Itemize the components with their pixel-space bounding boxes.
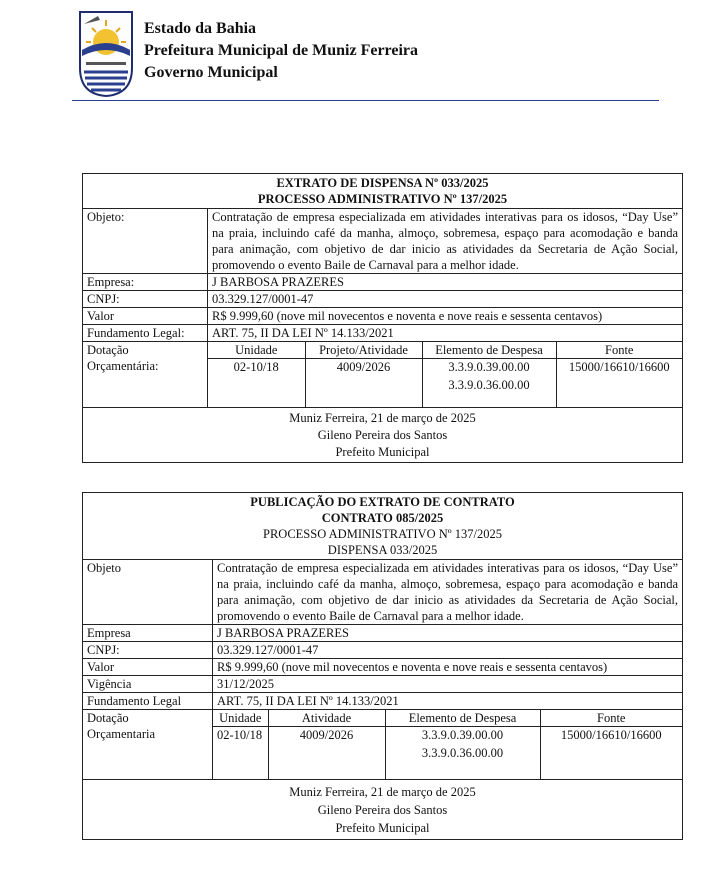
fundamento-value: ART. 75, II DA LEI Nº 14.133/2021 — [208, 325, 683, 342]
vigencia-value: 31/12/2025 — [213, 676, 683, 693]
local-data: Muniz Ferreira, 21 de março de 2025 — [289, 410, 476, 425]
unidade-value: 02-10/18 — [217, 728, 263, 742]
fonte-value: 15000/16610/16600 — [556, 359, 682, 407]
col-unidade: Unidade — [213, 710, 268, 727]
col-fonte: Fonte — [540, 710, 682, 727]
atividade-value: 4009/2026 — [268, 727, 385, 779]
contrato-processo: PROCESSO ADMINISTRATIVO Nº 137/2025 — [263, 527, 502, 541]
empresa-value: J BARBOSA PRAZERES — [213, 625, 683, 642]
col-elemento: Elemento de Despesa — [385, 710, 540, 727]
cnpj-label: CNPJ: — [83, 642, 213, 659]
contrato-signature-row — [83, 779, 683, 839]
objeto-value: Contratação de empresa especializada em atividades interativas para os idosos, “Day Use” na praia, incluindo café da manha, almoço, sobremesa, espaço para acomodação e banda para animação, com objetivo de dar inicio as atividades da Secretaria de Ação Social, promovendo o evento Baile de Carnaval para a melhor idade. — [208, 209, 683, 274]
valor-label: Valor — [83, 308, 208, 325]
elemento-1: 3.3.9.0.39.00.00 — [448, 360, 530, 374]
col-elemento: Elemento de Despesa — [422, 342, 556, 359]
objeto-label: Objeto — [83, 560, 213, 625]
col-atividade: Atividade — [268, 710, 385, 727]
contrato-cnpj-row — [83, 642, 683, 659]
letterhead — [72, 6, 662, 102]
extrato-contrato-box — [82, 492, 683, 840]
contrato-title-row — [83, 493, 683, 560]
extrato-title: EXTRATO DE DISPENSA Nº 033/2025 — [276, 176, 489, 190]
contrato-dotacao-row — [83, 710, 683, 780]
col-projeto: Projeto/Atividade — [305, 342, 422, 359]
fundamento-value: ART. 75, II DA LEI Nº 14.133/2021 — [213, 693, 683, 710]
contrato-objeto-row — [83, 560, 683, 625]
elemento-1: 3.3.9.0.39.00.00 — [421, 728, 504, 742]
contrato-dispensa: DISPENSA 033/2025 — [327, 543, 438, 557]
extrato-empresa-row — [83, 274, 683, 291]
col-unidade: Unidade — [208, 342, 305, 359]
municipal-crest-icon — [76, 6, 136, 98]
contrato-number: CONTRATO 085/2025 — [321, 511, 444, 525]
contrato-valor-row — [83, 659, 683, 676]
government-name: Governo Municipal — [144, 64, 278, 81]
extrato-dispensa-box — [82, 173, 683, 463]
extrato-cnpj-row — [83, 291, 683, 308]
extrato-processo: PROCESSO ADMINISTRATIVO Nº 137/2025 — [257, 192, 508, 206]
fundamento-label: Fundamento Legal — [83, 693, 213, 710]
dotacao-table — [213, 710, 682, 779]
objeto-value: Contratação de empresa especializada em atividades interativas para os idosos, “Day Use” na praia, incluindo café da manha, almoço, sobremesa, espaço para acomodação e banda para animação, com objetivo de dar inicio as atividades da Secretaria de Ação Social, promovendo o evento Baile de Carnaval para a melhor idade. — [213, 560, 683, 625]
signatory-name: Gileno Pereira dos Santos — [317, 427, 448, 442]
orcamentaria-label: Orçamentária: — [87, 359, 159, 373]
elemento-value — [422, 359, 556, 407]
extrato-title-row — [83, 174, 683, 209]
objeto-label: Objeto: — [83, 209, 208, 274]
contrato-fundamento-row — [83, 693, 683, 710]
signatory-role: Prefeito Municipal — [335, 820, 430, 835]
valor-label: Valor — [83, 659, 213, 676]
extrato-valor-row — [83, 308, 683, 325]
header-divider — [72, 100, 659, 101]
cnpj-value: 03.329.127/0001-47 — [208, 291, 683, 308]
cnpj-label: CNPJ: — [83, 291, 208, 308]
elemento-2: 3.3.9.0.36.00.00 — [421, 746, 504, 760]
cnpj-value: 03.329.127/0001-47 — [213, 642, 683, 659]
elemento-value — [385, 727, 540, 779]
dotacao-label: Dotação — [87, 711, 129, 725]
fonte-value: 15000/16610/16600 — [540, 727, 682, 779]
fundamento-label: Fundamento Legal: — [83, 325, 208, 342]
elemento-2: 3.3.9.0.36.00.00 — [448, 378, 530, 392]
signatory-name: Gileno Pereira dos Santos — [317, 802, 448, 817]
local-data: Muniz Ferreira, 21 de março de 2025 — [289, 784, 476, 799]
empresa-label: Empresa — [83, 625, 213, 642]
empresa-value: J BARBOSA PRAZERES — [208, 274, 683, 291]
state-name: Estado da Bahia — [144, 20, 257, 37]
extrato-dotacao-row — [83, 342, 683, 408]
projeto-value: 4009/2026 — [305, 359, 422, 407]
dotacao-label: Dotação — [87, 343, 129, 357]
empresa-label: Empresa: — [83, 274, 208, 291]
contrato-title: PUBLICAÇÃO DO EXTRATO DE CONTRATO — [250, 495, 515, 509]
col-fonte: Fonte — [556, 342, 682, 359]
extrato-signature-row — [83, 407, 683, 462]
orcamentaria-label: Orçamentaria — [87, 727, 156, 741]
extrato-objeto-row — [83, 209, 683, 274]
unidade-value: 02-10/18 — [233, 360, 279, 374]
prefecture-name: Prefeitura Municipal de Muniz Ferreira — [144, 42, 419, 59]
vigencia-label: Vigência — [83, 676, 213, 693]
valor-value: R$ 9.999,60 (nove mil novecentos e noventa e nove reais e sessenta centavos) — [213, 659, 683, 676]
contrato-vigencia-row — [83, 676, 683, 693]
letterhead-text — [144, 18, 418, 84]
signatory-role: Prefeito Municipal — [335, 444, 430, 459]
valor-value: R$ 9.999,60 (nove mil novecentos e noventa e nove reais e sessenta centavos) — [208, 308, 683, 325]
contrato-empresa-row — [83, 625, 683, 642]
dotacao-table — [208, 342, 682, 407]
extrato-fundamento-row — [83, 325, 683, 342]
